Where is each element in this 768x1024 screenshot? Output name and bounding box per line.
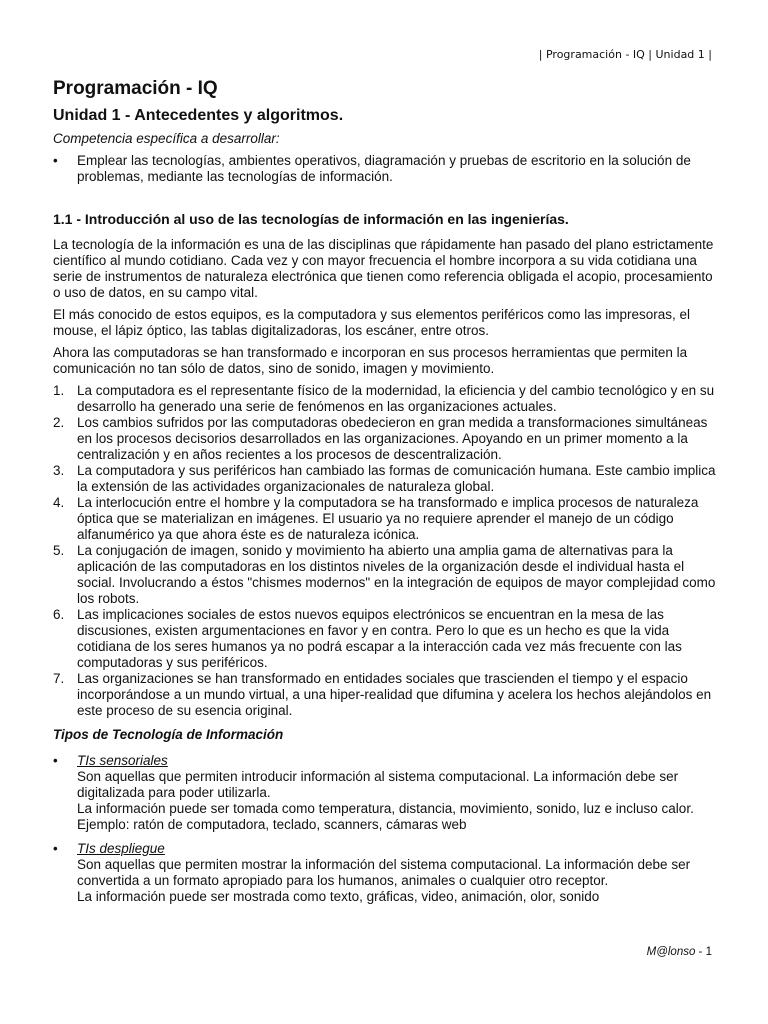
numbered-list bbox=[53, 383, 718, 719]
list-item bbox=[53, 607, 718, 671]
section-title: 1.1 - Introducción al uso de las tecnologías de información en las ingenierías. bbox=[53, 211, 569, 227]
bullet-icon: • bbox=[53, 753, 58, 768]
list-item bbox=[53, 495, 718, 543]
list-item bbox=[53, 415, 718, 463]
tipo-title: TIs sensoriales bbox=[77, 753, 168, 768]
list-number: 7. bbox=[53, 671, 65, 686]
bullet-icon: • bbox=[53, 153, 58, 168]
tipo-item-sensoriales bbox=[53, 753, 718, 833]
page-number: 1 bbox=[705, 946, 712, 958]
competencia-item bbox=[53, 153, 718, 185]
tipo-line: Son aquellas que permiten mostrar la información del sistema computacional. La información debe ser convertida a un formato apropiado para los humanos, animales o cualquier otro receptor. bbox=[77, 857, 691, 888]
footer-author: M@lonso bbox=[646, 946, 696, 958]
list-item-text: Las organizaciones se han transformado en entidades sociales que trascienden el tiempo y el espacio incorporándose a un mundo virtual, a una hiper-realidad que difumina y acelera los hechos alejándolos en este proceso de su esencia original. bbox=[77, 671, 712, 718]
list-item-text: Las implicaciones sociales de estos nuevos equipos electrónicos se encuentran en la mesa de las discusiones, existen argumentaciones en favor y en contra. Pero lo que es un hecho es que la vida cotidiana de los seres humanos ya no podrá escapar a la interacción cada vez más frecuente con las computadoras y sus periféricos. bbox=[77, 607, 682, 670]
tipo-line: Son aquellas que permiten introducir información al sistema computacional. La información debe ser digitalizada para poder utilizarla. bbox=[77, 769, 679, 800]
document-title: Programación - IQ bbox=[53, 78, 218, 99]
tipos-heading: Tipos de Tecnología de Información bbox=[53, 727, 284, 742]
list-item bbox=[53, 463, 718, 495]
tipo-item-despliegue bbox=[53, 841, 718, 905]
running-header: | Programación - IQ | Unidad 1 | bbox=[538, 48, 712, 61]
list-number: 4. bbox=[53, 495, 65, 510]
list-item-text: La interlocución entre el hombre y la computadora se ha transformado e implica procesos de naturaleza óptica que se materializan en imágenes. El usuario ya no requiere aprender el manejo de un código alfanumérico ya que ahora éste es de naturaleza icónica. bbox=[77, 495, 699, 542]
list-item bbox=[53, 543, 718, 607]
tipos-list bbox=[53, 753, 718, 905]
list-number: 2. bbox=[53, 415, 65, 430]
section-paragraph: El más conocido de estos equipos, es la computadora y sus elementos periféricos como las impresoras, el mouse, el lápiz óptico, las tablas digitalizadoras, los escáner, entre otros. bbox=[53, 307, 691, 338]
list-item-text: La computadora es el representante físico de la modernidad, la eficiencia y del cambio tecnológico y en su desarrollo ha generado una serie de fenómenos en las organizaciones actuales. bbox=[77, 383, 715, 414]
tipo-line: La información puede ser mostrada como texto, gráficas, video, animación, olor, sonido bbox=[77, 889, 600, 904]
list-item bbox=[53, 383, 718, 415]
list-item-text: Los cambios sufridos por las computadoras obedecieron en gran medida a transformaciones simultáneas en los procesos decisorios desarrollados en las organizaciones. Apoyando en un primer momento a la centralización y en años recientes a los procesos de descentralización. bbox=[77, 415, 708, 462]
list-item-text: La conjugación de imagen, sonido y movimiento ha abierto una amplia gama de alternativas para la aplicación de las computadoras en los distintos niveles de la organización desde el individual hasta el social. Involucrando a éstos "chismes modernos" en la integración de equipos de mayor complejidad como los robots. bbox=[77, 543, 716, 606]
list-number: 3. bbox=[53, 463, 65, 478]
page-content bbox=[53, 78, 718, 913]
competencia-item-text: Emplear las tecnologías, ambientes operativos, diagramación y pruebas de escritorio en la solución de problemas, mediante las tecnologías de información. bbox=[77, 153, 691, 184]
competencia-label: Competencia específica a desarrollar: bbox=[53, 131, 280, 146]
section-paragraph: La tecnología de la información es una de las disciplinas que rápidamente han pasado del plano estrictamente científico al mundo cotidiano. Cada vez y con mayor frecuencia el hombre incorpora a su vida cotidiana una serie de instrumentos de naturaleza electrónica que tienen como referencia obligada el acopio, procesamiento o uso de datos, en su campo vital. bbox=[53, 237, 714, 300]
tipo-line: Ejemplo: ratón de computadora, teclado, scanners, cámaras web bbox=[77, 817, 467, 832]
page-footer bbox=[647, 946, 712, 958]
bullet-icon: • bbox=[53, 841, 58, 856]
tipo-title: TIs despliegue bbox=[77, 841, 165, 856]
list-item bbox=[53, 671, 718, 719]
section-paragraph: Ahora las computadoras se han transformado e incorporan en sus procesos herramientas que permiten la comunicación no tan sólo de datos, sino de sonido, imagen y movimiento. bbox=[53, 345, 688, 376]
tipo-line: La información puede ser tomada como temperatura, distancia, movimiento, sonido, luz e incluso calor. bbox=[77, 801, 694, 816]
unit-title: Unidad 1 - Antecedentes y algoritmos. bbox=[53, 107, 344, 124]
competencia-list bbox=[53, 153, 718, 185]
list-number: 1. bbox=[53, 383, 65, 398]
list-item-text: La computadora y sus periféricos han cambiado las formas de comunicación humana. Este cambio implica la extensión de las actividades organizacionales de naturaleza global. bbox=[77, 463, 716, 494]
list-number: 6. bbox=[53, 607, 65, 622]
footer-separator: - bbox=[695, 946, 706, 958]
list-number: 5. bbox=[53, 543, 65, 558]
